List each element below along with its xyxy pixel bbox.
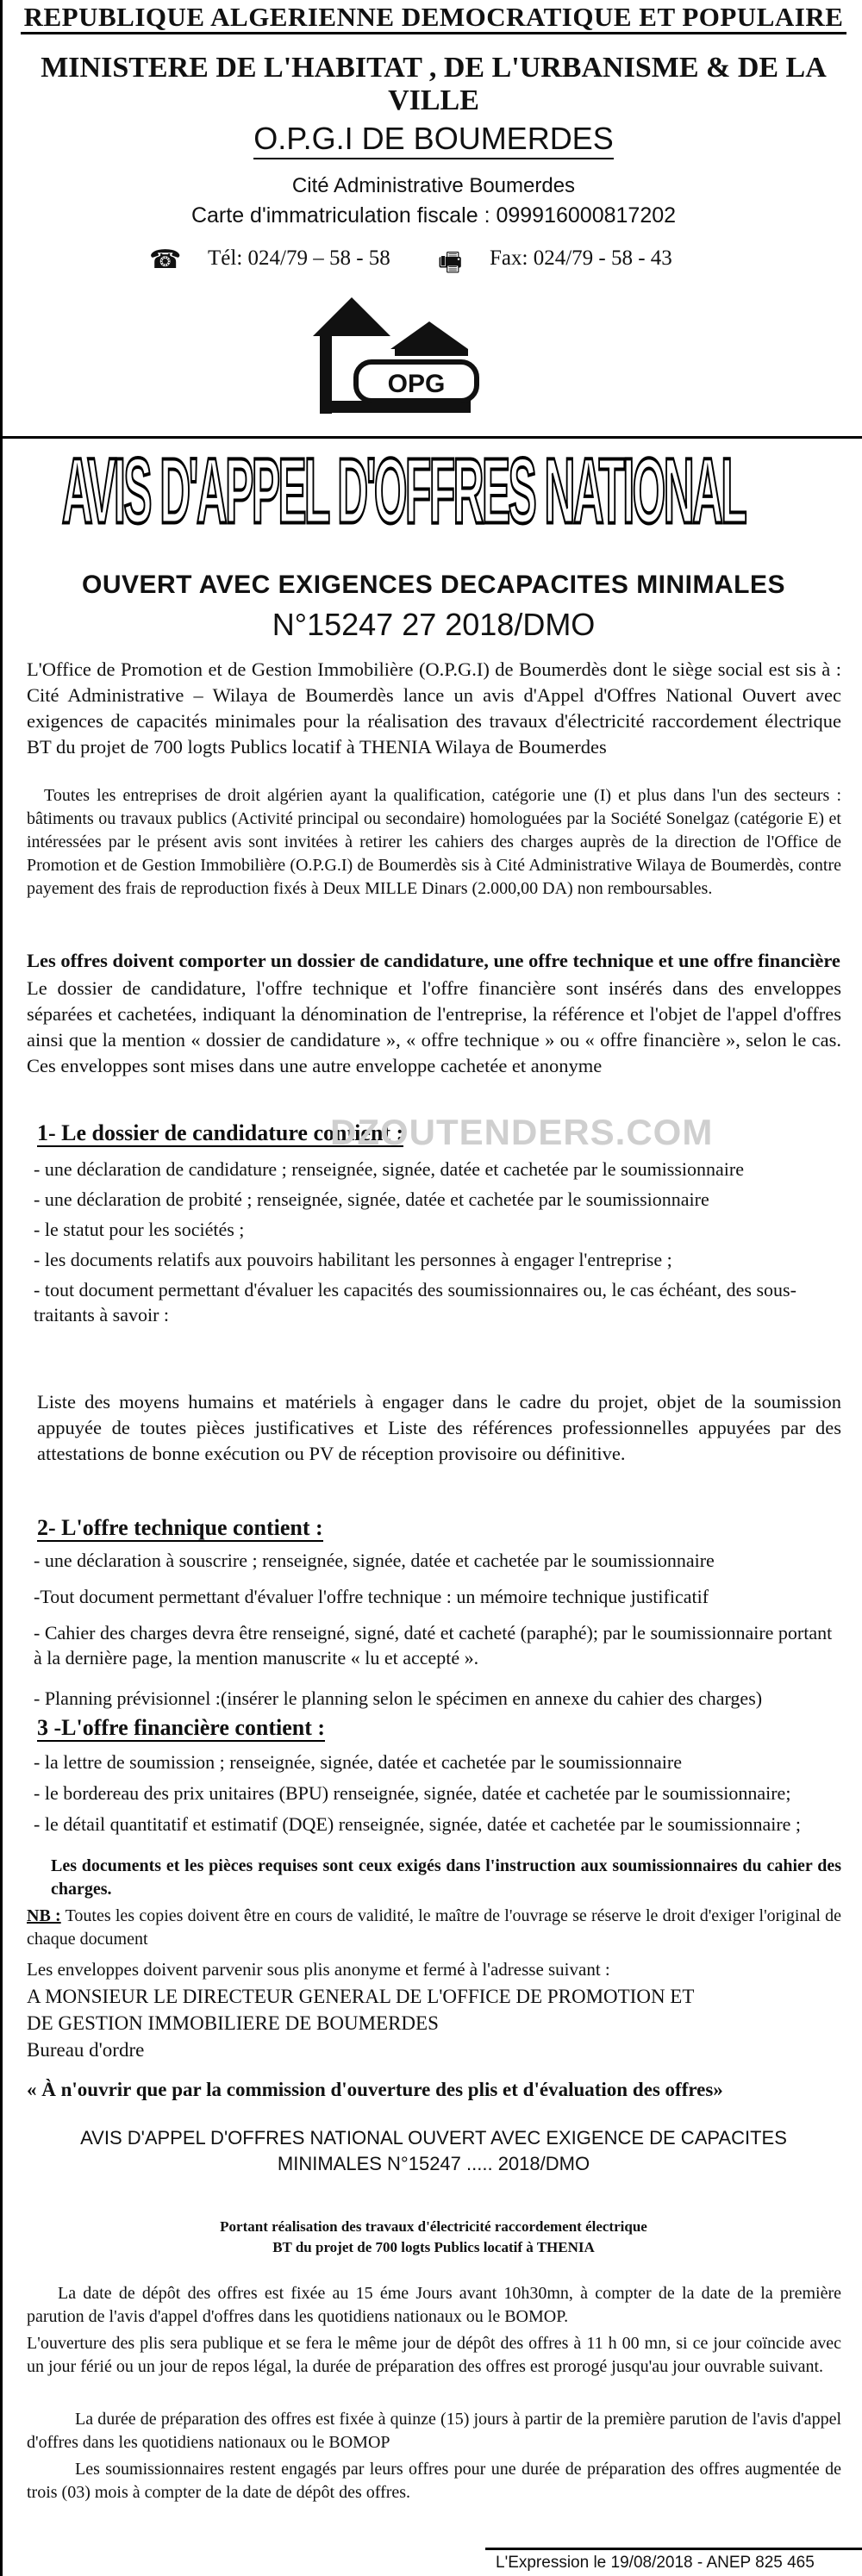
org-address: Cité Administrative Boumerdes (291, 174, 576, 197)
section2-heading: 2- L'offre technique contient : (37, 1515, 323, 1540)
send-to: Les enveloppes doivent parvenir sous plis anonyme et fermé à l'adresse suivant : (27, 1959, 610, 1980)
opgi-logo (304, 289, 485, 418)
list-item: - le détail quantitatif et estimatif (DQE) renseignée, signée, datée et cachetée par le soumissionnaire ; (34, 1813, 802, 1835)
addressee-line: DE GESTION IMMOBILIERE DE BOUMERDES (27, 2012, 439, 2034)
required-docs: Les documents et les pièces requises sont ceux exigés dans l'instruction aux soumissionnaires du cahier des charges. (51, 1856, 841, 1899)
logo-text: OPG (387, 370, 446, 398)
means-paragraph: Liste des moyens humains et matériels à engager dans le cadre du projet, objet de la soumission appuyée de toutes pièces justificatives et Liste des références professionnelles appuyées par des attestations de bonne exécution ou PV de réception provisoire ou définitive. (37, 1391, 841, 1464)
section3-heading: 3 -L'offre financière contient : (37, 1715, 326, 1740)
org-name: O.P.G.I DE BOUMERDES (3, 121, 862, 157)
fiscal-id: Carte d'immatriculation fiscale : 099916000817202 (191, 203, 677, 228)
fax-number: Fax: 024/79 - 58 - 43 (490, 246, 672, 270)
list-item: - les documents relatifs aux pouvoirs habilitant les personnes à engager l'entreprise ; (34, 1249, 672, 1270)
notice-reference: N°15247 27 2018/DMO (272, 607, 596, 642)
addressee-line: A MONSIEUR LE DIRECTEUR GENERAL DE L'OFFICE DE PROMOTION ET (27, 1986, 695, 2007)
notice-subtitle: OUVERT AVEC EXIGENCES DECAPACITES MINIMALES (81, 571, 786, 599)
list-item: - une déclaration de candidature ; renseignée, signée, datée et cachetée par le soumissionnaire (34, 1158, 745, 1180)
watermark: DZOUTENDERS.COM (330, 1112, 714, 1152)
eligibility-paragraph: Toutes les entreprises de droit algérien ayant la qualification, catégorie une (I) et plus dans l'un des secteurs : bâtiments ou travaux publics (Activité principal ou secondaire) homologuées par la Société Sonelgaz (catégorie E) et intéressées par le présent avis sont invitées à retirer les cahiers des charges auprès de la direction de l'Office de Promotion et de Gestion Immobilière (O.P.G.I) de Boumerdès sis à Cité Administrative Wilaya de Boumerdès, contre payement des frais de reproduction fixés à Deux MILLE Dinars (2.000,00 DA) non remboursables. (27, 786, 841, 898)
fax-icon: 🖷 (438, 248, 463, 277)
nb-paragraph: NB : Toutes les copies doivent être en cours de validité, le maître de l'ouvrage se réserve le droit d'exiger l'original de chaque document (27, 1906, 842, 1949)
list-item: - la lettre de soumission ; renseignée, signée, datée et cachetée par le soumissionnaire (34, 1751, 682, 1773)
list-item: - Planning prévisionnel :(insérer le planning selon le spécimen en annexe du cahier des charges) (34, 1687, 763, 1709)
list-item: - le statut pour les sociétés ; (34, 1219, 245, 1240)
deadline-paragraph: La date de dépôt des offres est fixée au 15 éme Jours avant 10h30mn, à compter de la date de la première parution de l'avis d'appel d'offres dans les quotidiens nationaux ou le BOMOP. (27, 2284, 841, 2326)
phone-number: Tél: 024/79 – 58 - 58 (208, 246, 390, 270)
repeat-title: AVIS D'APPEL D'OFFRES NATIONAL OUVERT AVEC EXIGENCE DE CAPACITES MINIMALES N°15247 ..... 2018/DMO (80, 2127, 787, 2174)
list-item: - une déclaration de probité ; renseignée, signée, datée et cachetée par le soumissionnaire (34, 1188, 709, 1210)
validity-paragraph: Les soumissionnaires restent engagés par leurs offres pour une durée de préparation des offres augmentée de trois (03) mois à compter de la date de dépôt des offres. (27, 2460, 841, 2502)
list-item: -Tout document permettant d'évaluer l'offre technique : un mémoire technique justificatif (34, 1586, 709, 1607)
republic-heading: REPUBLIQUE ALGERIENNE DEMOCRATIQUE ET POPULAIRE (3, 2, 862, 33)
list-item: - une déclaration à souscrire ; renseignée, signée, datée et cachetée par le soumissionnaire (34, 1550, 715, 1571)
notice-title: AVIS D'APPEL D'OFFRES NATIONAL (61, 439, 746, 543)
repeat-object: Portant réalisation des travaux d'électricité raccordement électrique BT du projet de 700 logts Publics locatif à THENIA (220, 2218, 647, 2255)
ministry-heading: MINISTERE DE L'HABITAT , DE L'URBANISME & DE LA VILLE (41, 52, 827, 116)
publication-footer: L'Expression le 19/08/2018 - ANEP 825 465 (485, 2548, 862, 2576)
phone-icon: ☎ (149, 246, 182, 274)
do-not-open-note: « À n'ouvrir que par la commission d'ouverture des plis et d'évaluation des offres» (27, 2079, 723, 2100)
list-item: - Cahier des charges devra être renseigné, signé, daté et cacheté (paraphé); par le soumissionnaire portant à la dernière page, la mention manuscrite « lu et accepté ». (34, 1622, 833, 1668)
section1-heading: 1- Le dossier de candidature contient : (37, 1120, 404, 1145)
list-item: - tout document permettant d'évaluer les capacités des soumissionnaires ou, le cas échéant, des sous-traitants à savoir : (34, 1279, 796, 1325)
offers-content: Les offres doivent comporter un dossier de candidature, une offre technique et une offre financière (27, 950, 840, 971)
intro-paragraph: L'Office de Promotion et de Gestion Immobilière (O.P.G.I) de Boumerdès dont le siège social est sis à : Cité Administrative – Wilaya de Boumerdès lance un avis d'Appel d'Offres National Ouvert avec exigences de capacités minimales pour la réalisation des travaux d'électricité raccordement électrique BT du projet de 700 logts Publics locatif à THENIA Wilaya de Boumerdes (27, 658, 841, 758)
opening-paragraph: L'ouverture des plis sera publique et se fera le même jour de dépôt des offres à 11 h 00 mn, si ce jour coïncide avec un jour férié ou un jour de repos légal, la durée de préparation des offres est prorogé jusqu'au jour ouvrable suivant. (27, 2334, 841, 2376)
addressee-line: Bureau d'ordre (27, 2039, 145, 2061)
envelopes-paragraph: Le dossier de candidature, l'offre technique et l'offre financière sont insérés dans des enveloppes séparées et cachetées, indiquant la dénomination de l'entreprise, la référence et l'objet de l'appel d'offres ainsi que la mention « dossier de candidature », « offre technique » ou « offre financière », selon le cas. Ces enveloppes sont mises dans une autre enveloppe cachetée et anonyme (27, 977, 841, 1076)
prep-paragraph: La durée de préparation des offres est fixée à quinze (15) jours à partir de la première parution de l'avis d'appel d'offres dans les quotidiens nationaux ou le BOMOP (27, 2410, 841, 2452)
list-item: - le bordereau des prix unitaires (BPU) renseignée, signée, datée et cachetée par le soumissionnaire; (34, 1782, 791, 1804)
